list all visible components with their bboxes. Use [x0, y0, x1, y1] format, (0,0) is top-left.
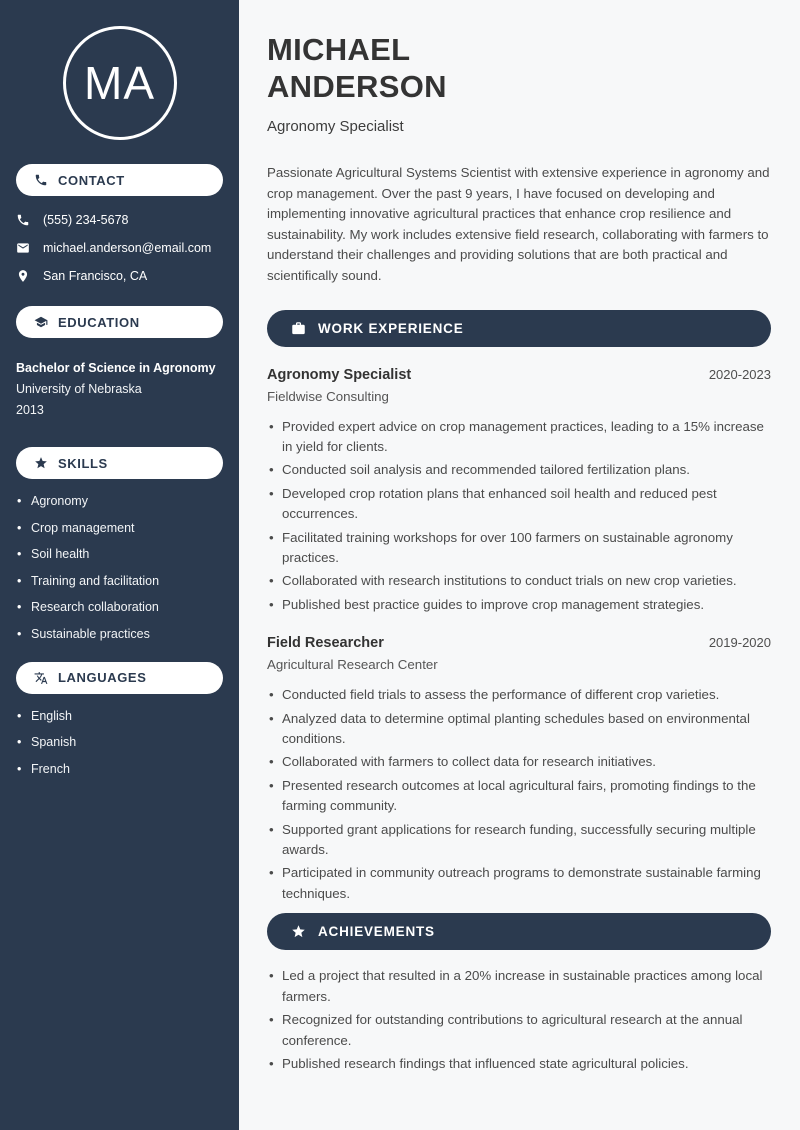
professional-summary: Passionate Agricultural Systems Scientist with extensive experience in agronomy and crop management. Over the past 9 years, I have focused on developing and implementing innovative agricultural practices that enhance crop resilience and sustainability. My work includes extensive field research, collaborating with farmers to understand their challenges and providing solutions that are both practical and scientifically sound. — [267, 165, 770, 283]
job-bullet: • Conducted field trials to assess the performance of different crop varieties. — [267, 685, 771, 705]
job-bullet: • Developed crop rotation plans that enhanced soil health and reduced pest occurrences. — [267, 484, 771, 525]
avatar-initials: MA — [84, 57, 155, 109]
languages-list — [16, 709, 223, 776]
job-header — [267, 635, 771, 651]
contact-item-phone — [16, 213, 223, 227]
person-name — [267, 31, 771, 105]
skills-section-label: SKILLS — [58, 455, 108, 471]
job-header — [267, 367, 771, 383]
location-text: San Francisco, CA — [43, 269, 148, 283]
education-degree: Bachelor of Science in Agronomy — [16, 361, 216, 375]
job-company: Fieldwise Consulting — [267, 388, 389, 404]
work-experience-label: WORK EXPERIENCE — [318, 320, 464, 336]
language-item: • English — [16, 709, 223, 723]
graduation-cap-icon — [34, 315, 48, 329]
languages-section-label: LANGUAGES — [58, 670, 147, 685]
work-experience-section-header — [267, 310, 771, 347]
star-icon — [34, 456, 48, 470]
job-title: Field Researcher — [267, 635, 384, 652]
achievements-label: ACHIEVEMENTS — [318, 924, 435, 940]
sidebar — [0, 0, 239, 1130]
achievements-section-header — [267, 913, 771, 950]
main-content — [239, 0, 800, 1130]
job-bullet: • Analyzed data to determine optimal planting schedules based on environmental conditions. — [267, 709, 771, 750]
skill-item: • Soil health — [16, 547, 223, 561]
job-entry — [267, 635, 771, 904]
phone-number: (555) 234-5678 — [43, 213, 129, 227]
job-dates: 2019-2020 — [708, 635, 771, 651]
skill-item: • Sustainable practices — [16, 627, 223, 641]
achievement-bullet: • Published research findings that influenced state agricultural policies. — [267, 1054, 771, 1074]
skill-item: • Crop management — [16, 521, 223, 535]
job-bullet-list — [267, 417, 771, 616]
email-address: michael.anderson@email.com — [43, 241, 212, 255]
contact-item-location — [16, 269, 223, 283]
jobs-list — [267, 367, 771, 905]
skill-item: • Training and facilitation — [16, 574, 223, 588]
skills-section-header — [16, 447, 223, 479]
job-bullet: • Participated in community outreach programs to demonstrate sustainable farming techniques. — [267, 863, 771, 904]
job-bullet: • Provided expert advice on crop management practices, leading to a 15% increase in yield for clients. — [267, 417, 771, 458]
envelope-icon — [16, 241, 30, 255]
job-bullet: • Conducted soil analysis and recommended tailored fertilization plans. — [267, 460, 771, 480]
achievement-bullet: • Recognized for outstanding contributions to agricultural research at the annual conference. — [267, 1010, 771, 1051]
job-entry — [267, 367, 771, 616]
contact-section-header — [16, 164, 223, 196]
job-bullet: • Collaborated with research institutions to conduct trials on new crop varieties. — [267, 571, 771, 591]
languages-section-header — [16, 662, 223, 694]
last-name: ANDERSON — [267, 69, 447, 104]
education-section-header — [16, 306, 223, 338]
skills-list — [16, 494, 223, 641]
phone-icon — [16, 213, 30, 227]
education-entry — [16, 358, 223, 421]
job-bullet: • Facilitated training workshops for over 100 farmers on sustainable agronomy practices. — [267, 528, 771, 569]
achievement-bullet: • Led a project that resulted in a 20% increase in sustainable practices among local farmers. — [267, 966, 771, 1007]
contact-section-label: CONTACT — [58, 172, 125, 188]
education-school: University of Nebraska — [16, 382, 142, 396]
skill-item: • Research collaboration — [16, 600, 223, 614]
skill-item: • Agronomy — [16, 494, 223, 508]
job-title: Agronomy Specialist — [267, 366, 412, 383]
job-bullet: • Presented research outcomes at local agricultural fairs, promoting findings to the farming community. — [267, 776, 771, 817]
job-role-title: Agronomy Specialist — [267, 118, 404, 135]
avatar — [63, 26, 177, 140]
job-company: Agricultural Research Center — [267, 657, 438, 673]
job-bullet-list — [267, 685, 771, 904]
star-icon — [291, 924, 306, 939]
contact-item-email — [16, 241, 223, 255]
job-bullet: • Supported grant applications for research funding, successfully securing multiple awards. — [267, 820, 771, 861]
contact-list — [16, 213, 223, 283]
location-pin-icon — [16, 269, 30, 283]
translate-icon — [34, 671, 48, 685]
education-section-label: EDUCATION — [58, 314, 140, 330]
first-name: MICHAEL — [267, 32, 411, 67]
job-bullet: • Collaborated with farmers to collect data for research initiatives. — [267, 752, 771, 772]
education-year: 2013 — [16, 403, 44, 417]
phone-icon — [34, 173, 48, 187]
language-item: • French — [16, 762, 223, 776]
briefcase-icon — [291, 321, 306, 336]
job-dates: 2020-2023 — [708, 366, 771, 382]
job-bullet: • Published best practice guides to improve crop management strategies. — [267, 595, 771, 615]
language-item: • Spanish — [16, 735, 223, 749]
achievements-list — [267, 966, 771, 1074]
